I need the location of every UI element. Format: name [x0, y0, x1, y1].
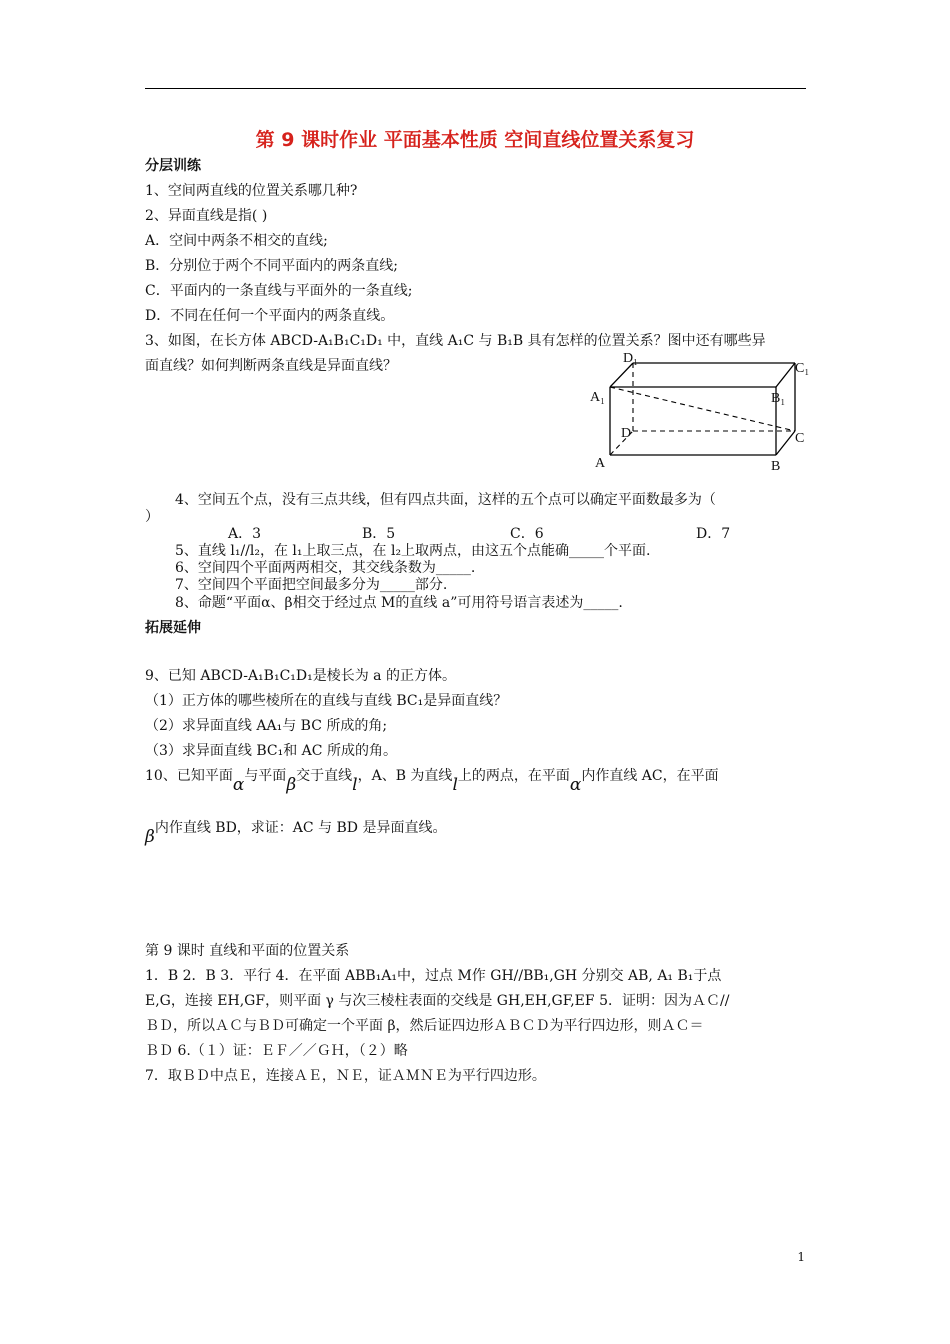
symbol-beta: β — [145, 827, 155, 847]
edge-b1-c1 — [776, 363, 795, 387]
answers-title: 第 9 课时 直线和平面的位置关系 — [145, 943, 350, 959]
page-title: 第 9 课时作业 平面基本性质 空间直线位置关系复习 — [255, 129, 695, 151]
question-2-option-a: A．空间中两条不相交的直线; — [145, 233, 328, 249]
question-4-option-d: D．7 — [696, 526, 731, 542]
answers-line-3: ＢＤ，所以ＡＣ与ＢＤ可确定一个平面 β，然后证四边形ＡＢＣＤ为平行四边形，则ＡＣ＝ — [145, 1018, 704, 1034]
edge-a1-d1 — [610, 363, 633, 387]
label-d: D — [621, 426, 632, 441]
answers-line-5: 7．取ＢＤ中点Ｅ，连接ＡＥ，ＮＥ，证ＡＭＮＥ为平行四边形。 — [145, 1068, 546, 1084]
section-heading-practice: 分层训练 — [145, 158, 201, 174]
question-9-part-2: （2）求异面直线 AA₁与 BC 所成的角; — [145, 718, 388, 734]
answers-line-2: E,G，连接 EH,GF，则平面 γ 与次三棱柱表面的交线是 GH,EH,GF,EF 5．证明：因为ＡＣ// — [145, 993, 730, 1009]
label-c: C — [795, 431, 805, 446]
section-heading-extension: 拓展延伸 — [145, 620, 201, 636]
question-9-part-1: （1）正方体的哪些棱所在的直线与直线 BC₁是异面直线？ — [145, 693, 508, 709]
question-1: 1、空间两直线的位置关系哪几种? — [145, 183, 358, 199]
question-6: 6、空间四个平面两两相交，其交线条数为_____. — [175, 560, 476, 576]
question-2-option-d: D．不同在任何一个平面内的两条直线。 — [145, 308, 395, 324]
question-7: 7、空间四个平面把空间最多分为_____部分. — [175, 577, 448, 593]
question-5: 5、直线 l₁//l₂，在 l₁上取三点，在 l₂上取两点，由这五个点能确_____个平面. — [175, 543, 651, 559]
label-b: B — [771, 459, 781, 474]
symbol-l: l — [452, 775, 458, 795]
cuboid-figure — [585, 345, 815, 475]
label-d1: D₁ — [623, 351, 638, 366]
answers-line-1: 1．B 2．B 3．平行 4．在平面 ABB₁A₁中，过点 M作 GH//BB₁,GH 分别交 AB, A₁ B₁于点 — [145, 968, 722, 984]
label-c1: C₁ — [795, 361, 810, 376]
diagonal-a1-c — [610, 387, 795, 431]
question-9: 9、已知 ABCD-A₁B₁C₁D₁是棱长为 a 的正方体。 — [145, 668, 456, 684]
question-4-line-2: ） — [145, 509, 159, 525]
symbol-alpha: α — [232, 775, 245, 795]
question-10-line-2: β内作直线 BD，求证：AC 与 BD 是异面直线。 — [145, 820, 447, 847]
question-10-line-1: 10、已知平面α与平面β交于直线l，A、B 为直线l上的两点，在平面α内作直线 AC，在平面 — [145, 768, 719, 795]
question-8: 8、命题“平面α、β相交于经过点 M的直线 a”可用符号语言表述为_____. — [175, 595, 623, 611]
label-b1: B₁ — [771, 391, 786, 406]
symbol-alpha: α — [569, 775, 582, 795]
label-a: A — [595, 456, 606, 471]
label-a1: A₁ — [590, 390, 605, 405]
question-2: 2、异面直线是指( ) — [145, 208, 268, 224]
question-2-option-c: C．平面内的一条直线与平面外的一条直线; — [145, 283, 413, 299]
top-rule — [145, 88, 806, 89]
question-4-option-c: C．6 — [510, 526, 544, 542]
symbol-beta: β — [286, 775, 297, 795]
answers-line-4: ＢＤ 6.（１）证：ＥＦ／／ＧＨ，（２）略 — [145, 1043, 408, 1059]
question-3-line-1: 3、如图，在长方体 ABCD-A₁B₁C₁D₁ 中，直线 A₁C 与 B₁B 具有怎样的位置关系？图中还有哪些异 — [145, 333, 766, 349]
question-3-line-2: 面直线？如何判断两条直线是异面直线？ — [145, 358, 397, 374]
question-4-line-1: 4、空间五个点，没有三点共线，但有四点共面，这样的五个点可以确定平面数最多为（ — [175, 492, 716, 508]
edge-b-c — [776, 431, 795, 455]
symbol-l: l — [352, 775, 358, 795]
question-9-part-3: （3）求异面直线 BC₁和 AC 所成的角。 — [145, 743, 397, 759]
question-4-option-b: B．5 — [362, 526, 396, 542]
question-4-option-a: A．3 — [228, 526, 262, 542]
page-number: 1 — [797, 1250, 805, 1264]
question-2-option-b: B．分别位于两个不同平面内的两条直线; — [145, 258, 399, 274]
